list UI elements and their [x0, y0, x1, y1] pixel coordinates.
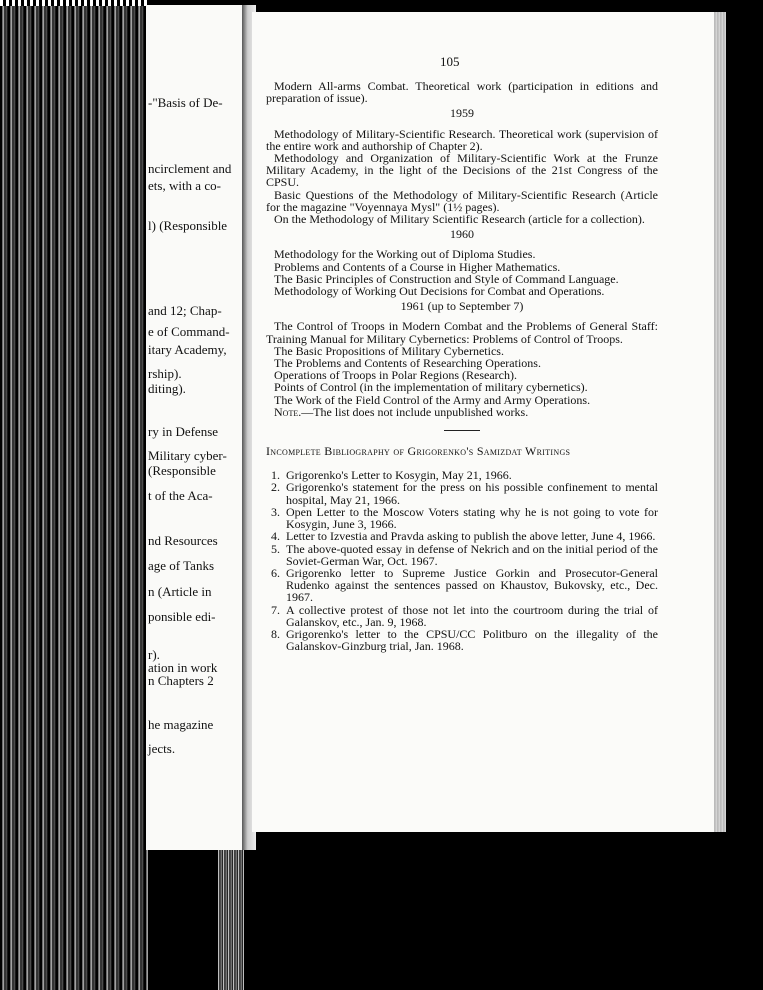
bibliography-text: The above-quoted essay in defense of Nekrich and on the initial period of the Soviet-German War, Oct. 1967. — [286, 541, 658, 568]
scan-margin-noise — [0, 0, 148, 990]
year-heading-1959: 1959 — [450, 106, 474, 121]
note-label: Note. — [274, 404, 302, 419]
bibliography-number: 3. — [271, 504, 280, 519]
left-page — [146, 5, 245, 850]
page-edge — [714, 12, 726, 832]
left-page-fragment: t of the Aca- — [148, 488, 213, 503]
left-page-fragment: ncirclement and — [148, 161, 232, 176]
work-item: Points of Control (in the implementation of military cybernetics). — [274, 380, 588, 395]
left-page-fragment: age of Tanks — [148, 558, 214, 573]
work-item: On the Methodology of Military Scientific Research (article for a collection). — [274, 212, 645, 227]
left-page-fragment: he magazine — [148, 717, 214, 732]
left-page-fragment: n (Article in — [148, 584, 212, 599]
year-heading-1961: 1961 (up to September 7) — [400, 299, 524, 314]
left-page-fragment: (Responsible — [148, 463, 216, 478]
left-page-fragment: l) (Responsible — [148, 218, 228, 233]
work-item: Problems and Contents of a Course in Higher Mathematics. — [274, 259, 561, 274]
work-item: The Basic Principles of Construction and Style of Command Language. — [274, 271, 619, 286]
bibliography-item — [266, 604, 658, 628]
bibliography-item — [266, 543, 658, 567]
left-page-fragment: r). — [148, 647, 160, 662]
bibliography-item — [266, 481, 658, 505]
bibliography-text: A collective protest of those not let into the courtroom during the trial of Galanskov, etc., Jan. 9, 1968. — [286, 602, 658, 629]
bibliography-text: Letter to Izvestia and Pravda asking to publish the above letter, June 4, 1966. — [286, 529, 656, 544]
bibliography-number: 6. — [271, 565, 280, 580]
left-page-fragment: Military cyber- — [148, 448, 227, 463]
bibliography-number: 5. — [271, 541, 280, 556]
work-item: Basic Questions of the Methodology of Military-Scientific Research (Article for the magazine "Voyennaya Mysl" (1½ pages). — [266, 187, 658, 214]
bibliography-number: 1. — [271, 468, 280, 483]
left-page-fragment: and 12; Chap- — [148, 303, 222, 318]
bibliography-number: 8. — [271, 626, 280, 641]
left-page-fragment: nd Resources — [148, 533, 218, 548]
work-item: Methodology and Organization of Military-Scientific Work at the Frunze Military Academy, in the light of the Decisions of the 21st Congress of the CPSU. — [266, 151, 658, 190]
bibliography-text: Grigorenko's Letter to Kosygin, May 21, 1966. — [286, 468, 512, 483]
bibliography-list — [266, 469, 658, 652]
bibliography-number: 7. — [271, 602, 280, 617]
bibliography-text: Grigorenko's statement for the press on his possible confinement to mental hospital, May 21, 1966. — [286, 480, 658, 507]
left-page-fragment: n Chapters 2 — [148, 673, 214, 688]
work-item: Methodology of Working Out Decisions for Combat and Operations. — [274, 284, 605, 299]
work-item: The Basic Propositions of Military Cybernetics. — [274, 343, 504, 358]
work-item: Methodology for the Working out of Diploma Studies. — [274, 247, 536, 262]
work-item: Methodology of Military-Scientific Research. Theoretical work (supervision of the entire work and authorship of Chapter 2). — [266, 126, 658, 153]
section-divider — [444, 430, 480, 431]
left-page-fragment: diting). — [148, 381, 186, 396]
left-page-fragment: ry in Defense — [148, 424, 219, 439]
scan-top-noise — [0, 0, 148, 6]
left-page-fragment: itary Academy, — [148, 342, 227, 357]
work-item: The Problems and Contents of Researching Operations. — [274, 356, 541, 371]
bibliography-item — [266, 628, 658, 652]
left-page-fragment: e of Command- — [148, 324, 230, 339]
left-page-fragment: jects. — [148, 741, 176, 756]
left-page-fragment: ets, with a co- — [148, 178, 221, 193]
page-number: 105 — [440, 54, 460, 69]
left-page-fragment: -"Basis of De- — [148, 95, 223, 110]
left-page-fragment: ponsible edi- — [148, 609, 216, 624]
note — [266, 406, 658, 418]
left-page-fragment: ation in work — [148, 660, 218, 675]
bibliography-number: 4. — [271, 529, 280, 544]
scan-bottom-noise — [218, 848, 244, 990]
bibliography-text: Open Letter to the Moscow Voters stating why he is not going to vote for Kosygin, June 3, 1966. — [286, 504, 658, 532]
left-page-fragment: rship). — [148, 366, 182, 381]
note-text: —The list does not include unpublished works. — [301, 404, 529, 419]
page-content — [266, 80, 658, 652]
work-item: The Work of the Field Control of the Army and Army Operations. — [274, 392, 591, 407]
bibliography-heading: Incomplete Bibliography of Grigorenko's Samizdat Writings — [266, 444, 571, 459]
intro-paragraph: Modern All-arms Combat. Theoretical work (participation in editions and preparation of issue). — [266, 79, 658, 106]
year-heading-1960: 1960 — [450, 227, 474, 242]
bibliography-item — [266, 567, 658, 604]
work-item: Operations of Troops in Polar Regions (Research). — [274, 368, 517, 383]
work-item: The Control of Troops in Modern Combat and the Problems of General Staff: Training Manual for Military Cybernetics: Problems of Control of Troops. — [266, 319, 658, 346]
bibliography-text: Grigorenko letter to Supreme Justice Gorkin and Prosecutor-General Rudenko against the sentences passed on Khaustov, Bukovsky, etc., Dec. 1967. — [286, 565, 658, 605]
bibliography-item — [266, 506, 658, 530]
bibliography-text: Grigorenko's letter to the CPSU/CC Politburo on the illegality of the Galanskov-Ginzburg trial, Jan. 1968. — [286, 626, 658, 654]
bibliography-number: 2. — [271, 480, 280, 495]
